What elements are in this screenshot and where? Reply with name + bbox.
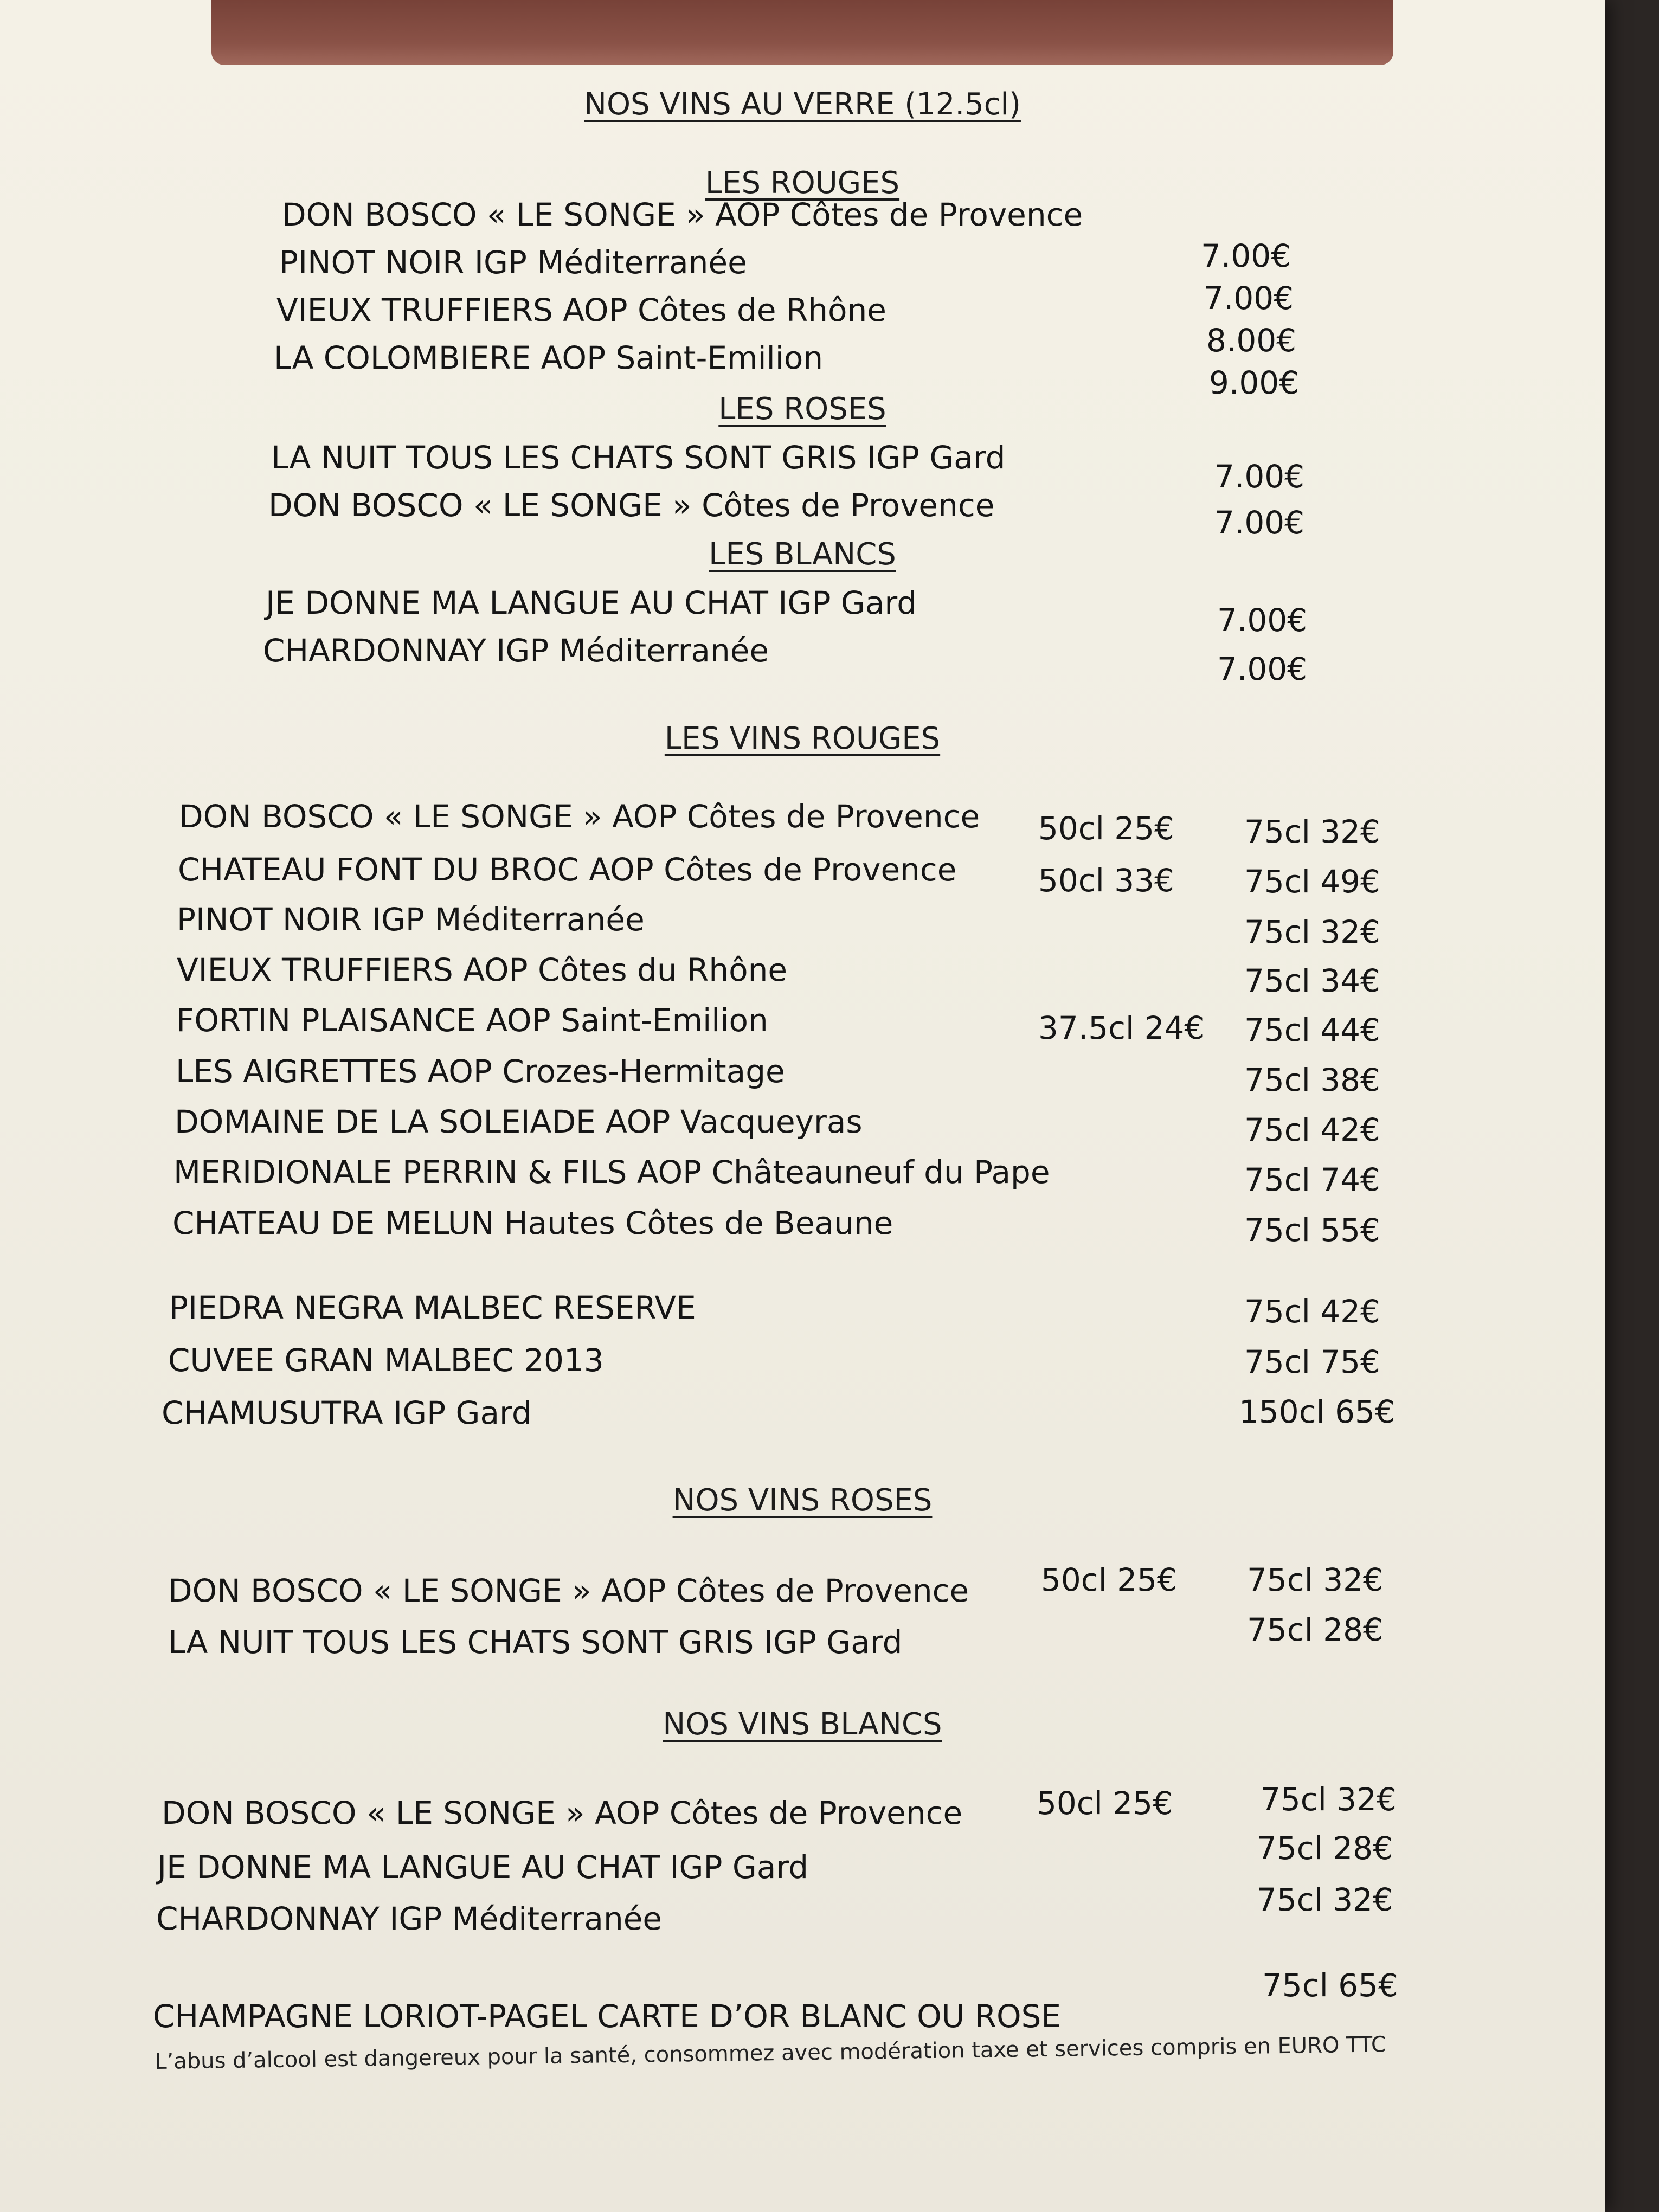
glass-rouge-price: 8.00€ [1206, 322, 1297, 359]
rouge-price-small: 50cl 25€ [1038, 810, 1174, 847]
blancs-section-title: NOS VINS BLANCS [663, 1707, 942, 1742]
glass-rouge-name: DON BOSCO « LE SONGE » AOP Côtes de Provence [282, 196, 1083, 233]
rouge-name: PIEDRA NEGRA MALBEC RESERVE [169, 1289, 696, 1326]
blanc-price-large: 75cl 32€ [1261, 1781, 1397, 1818]
glass-rose-price: 7.00€ [1214, 458, 1305, 495]
blanc-price-large: 75cl 28€ [1257, 1830, 1393, 1867]
rouge-name: LES AIGRETTES AOP Crozes-Hermitage [176, 1053, 785, 1090]
rouge-price-large: 75cl 42€ [1244, 1293, 1380, 1330]
rouge-name: CHATEAU DE MELUN Hautes Côtes de Beaune [172, 1205, 893, 1242]
rouge-price-large: 75cl 74€ [1244, 1161, 1380, 1198]
glass-rouge-price: 7.00€ [1201, 237, 1291, 274]
rouge-price-large: 75cl 44€ [1244, 1012, 1380, 1049]
rouge-price-large: 75cl 38€ [1244, 1062, 1380, 1098]
roses-section-title: NOS VINS ROSES [672, 1483, 933, 1518]
rouge-price-small: 37.5cl 24€ [1038, 1009, 1205, 1046]
glass-rouges-heading: LES ROUGES [705, 165, 900, 201]
glass-roses-heading: LES ROSES [718, 391, 886, 427]
glass-blanc-price: 7.00€ [1217, 651, 1308, 687]
folder-cover-edge [211, 0, 1393, 65]
blanc-price-large: 75cl 32€ [1257, 1881, 1393, 1918]
rose-name: LA NUIT TOUS LES CHATS SONT GRIS IGP Gard [168, 1624, 903, 1661]
glass-rouge-price: 7.00€ [1204, 280, 1294, 317]
glass-rose-name: LA NUIT TOUS LES CHATS SONT GRIS IGP Gard [271, 439, 1006, 476]
rose-price-large: 75cl 32€ [1247, 1561, 1383, 1598]
rouge-price-large: 75cl 32€ [1244, 914, 1380, 950]
rouge-name: VIEUX TRUFFIERS AOP Côtes du Rhône [177, 951, 788, 988]
blanc-name: CHARDONNAY IGP Méditerranée [156, 1900, 663, 1937]
rose-price-large: 75cl 28€ [1247, 1611, 1383, 1648]
rouge-price-small: 50cl 33€ [1038, 862, 1174, 899]
disclaimer-text: L’abus d’alcool est dangereux pour la santé, consommez avec modération taxe et services compris en EURO TTC [155, 2032, 1387, 2074]
glass-blanc-price: 7.00€ [1217, 602, 1308, 639]
glass-rouge-name: LA COLOMBIERE AOP Saint-Emilion [274, 339, 824, 376]
rouge-name: CHATEAU FONT DU BROC AOP Côtes de Provence [178, 851, 957, 888]
rose-price-small: 50cl 25€ [1041, 1561, 1177, 1598]
glass-blancs-heading: LES BLANCS [709, 537, 896, 572]
rouge-name: MERIDIONALE PERRIN & FILS AOP Châteauneuf du Pape [173, 1154, 1050, 1191]
rouge-price-large: 75cl 32€ [1244, 813, 1380, 850]
rouge-price-large: 150cl 65€ [1239, 1393, 1395, 1430]
rouge-name: PINOT NOIR IGP Méditerranée [177, 901, 645, 938]
rose-name: DON BOSCO « LE SONGE » AOP Côtes de Provence [168, 1572, 969, 1609]
rouge-price-large: 75cl 55€ [1244, 1212, 1380, 1249]
rouge-price-large: 75cl 42€ [1244, 1111, 1380, 1148]
rouge-name: DOMAINE DE LA SOLEIADE AOP Vacqueyras [175, 1103, 863, 1140]
rouge-name: CUVEE GRAN MALBEC 2013 [168, 1342, 604, 1379]
rouge-name: FORTIN PLAISANCE AOP Saint-Emilion [176, 1002, 768, 1039]
glass-rouge-price: 9.00€ [1209, 364, 1300, 401]
rouge-price-large: 75cl 49€ [1244, 863, 1380, 900]
glass-blanc-name: CHARDONNAY IGP Méditerranée [263, 632, 769, 669]
rouge-price-large: 75cl 34€ [1244, 962, 1380, 999]
champagne-price: 75cl 65€ [1262, 1967, 1398, 2004]
glass-section-title: NOS VINS AU VERRE (12.5cl) [584, 87, 1021, 122]
blanc-name: JE DONNE MA LANGUE AU CHAT IGP Gard [157, 1849, 809, 1886]
blanc-name: DON BOSCO « LE SONGE » AOP Côtes de Provence [162, 1795, 963, 1831]
rouge-name: CHAMUSUTRA IGP Gard [162, 1394, 532, 1431]
champagne-name: CHAMPAGNE LORIOT-PAGEL CARTE D’OR BLANC OU ROSE [153, 1998, 1062, 2035]
glass-rose-price: 7.00€ [1214, 504, 1305, 541]
rouge-name: DON BOSCO « LE SONGE » AOP Côtes de Provence [179, 798, 980, 835]
glass-rose-name: DON BOSCO « LE SONGE » Côtes de Provence [268, 487, 995, 524]
glass-blanc-name: JE DONNE MA LANGUE AU CHAT IGP Gard [266, 584, 917, 621]
blanc-price-small: 50cl 25€ [1037, 1785, 1173, 1822]
rouge-price-large: 75cl 75€ [1244, 1343, 1380, 1380]
glass-rouge-name: VIEUX TRUFFIERS AOP Côtes de Rhône [276, 292, 886, 329]
glass-rouge-name: PINOT NOIR IGP Méditerranée [279, 244, 747, 281]
rouges-section-title: LES VINS ROUGES [664, 721, 941, 756]
